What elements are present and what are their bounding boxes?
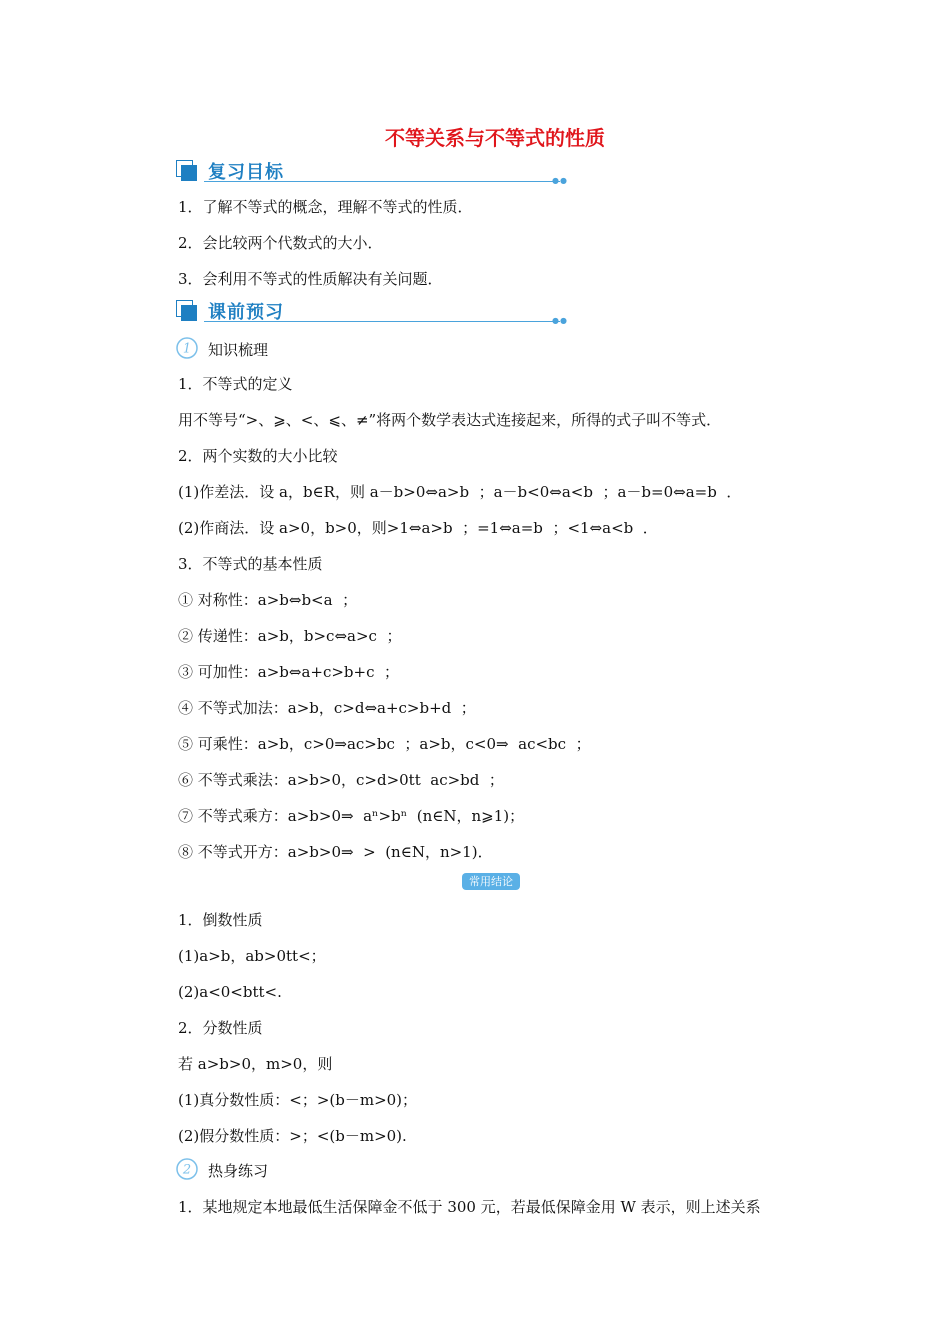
- dots-icon: ●●: [552, 176, 568, 185]
- content-line: (1)作差法．设 a，b∈R，则 a－b>0⇔a>b ；a－b<0⇔a<b ；a－b=0⇔a=b ．: [178, 483, 742, 501]
- goal-item: 2．会比较两个代数式的大小．: [178, 234, 383, 252]
- goal-item: 3．会利用不等式的性质解决有关问题．: [178, 270, 443, 288]
- svg-text:1: 1: [182, 341, 192, 357]
- content-line: 1．不等式的定义: [178, 375, 293, 393]
- content-line: ⑤ 可乘性：a>b，c>0⇒ac>bc ；a>b，c<0⇒ ac<bc ；: [178, 735, 591, 753]
- section-title: 复习目标: [208, 162, 284, 183]
- conclusion-line: 若 a>b>0，m>0，则: [178, 1055, 333, 1073]
- page-title: 不等关系与不等式的性质: [385, 126, 605, 150]
- conclusion-line: 2．分数性质: [178, 1019, 263, 1037]
- content-line: ⑥ 不等式乘法：a>b>0，c>d>0tt ac>bd ；: [178, 771, 504, 789]
- conclusion-line: (1)真分数性质：<；>(b－m>0)；: [178, 1091, 418, 1109]
- conclusion-badge: 常用结论: [462, 873, 520, 890]
- content-line: 2．两个实数的大小比较: [178, 447, 338, 465]
- section-header-review: [176, 158, 568, 184]
- circled-number-icon: [176, 337, 198, 359]
- goal-item: 1．了解不等式的概念，理解不等式的性质．: [178, 198, 473, 216]
- section-title: 课前预习: [208, 302, 284, 323]
- content-line: ② 传递性：a>b，b>c⇔a>c ；: [178, 627, 402, 645]
- dots-icon: ●●: [552, 316, 568, 325]
- content-line: ④ 不等式加法：a>b，c>d⇔a+c>b+d ；: [178, 699, 476, 717]
- content-line: 用不等号“>、⩾、<、⩽、≠”将两个数学表达式连接起来，所得的式子叫不等式．: [178, 411, 722, 429]
- content-line: ⑧ 不等式开方：a>b>0⇒ > (n∈N，n>1)．: [178, 843, 493, 861]
- section-header-preview: [176, 298, 568, 324]
- exercise-line: 1．某地规定本地最低生活保障金不低于 300 元，若最低保障金用 W 表示，则上述关系: [178, 1198, 761, 1216]
- conclusion-line: (1)a>b，ab>0tt<；: [178, 947, 326, 965]
- content-line: ⑦ 不等式乘方：a>b>0⇒ aⁿ>bⁿ (n∈N，n⩾1)；: [178, 807, 525, 825]
- conclusion-line: 1．倒数性质: [178, 911, 263, 929]
- section-square-icon: [176, 160, 198, 182]
- content-line: ③ 可加性：a>b⇔a+c>b+c ；: [178, 663, 400, 681]
- conclusion-line: (2)假分数性质：>；<(b－m>0).: [178, 1127, 407, 1145]
- svg-text:2: 2: [182, 1162, 192, 1178]
- conclusion-line: (2)a<0<btt<.: [178, 983, 282, 1001]
- section-square-icon: [176, 300, 198, 322]
- subsection-title: 热身练习: [208, 1162, 269, 1180]
- subsection-title: 知识梳理: [208, 341, 269, 359]
- section-divider: [204, 181, 560, 182]
- circled-number-icon: [176, 1158, 198, 1180]
- section-divider: [204, 321, 560, 322]
- content-line: (2)作商法．设 a>0，b>0，则>1⇔a>b ；=1⇔a=b ；<1⇔a<b ．: [178, 519, 658, 537]
- content-line: ① 对称性：a>b⇔b<a ；: [178, 591, 358, 609]
- content-line: 3．不等式的基本性质: [178, 555, 323, 573]
